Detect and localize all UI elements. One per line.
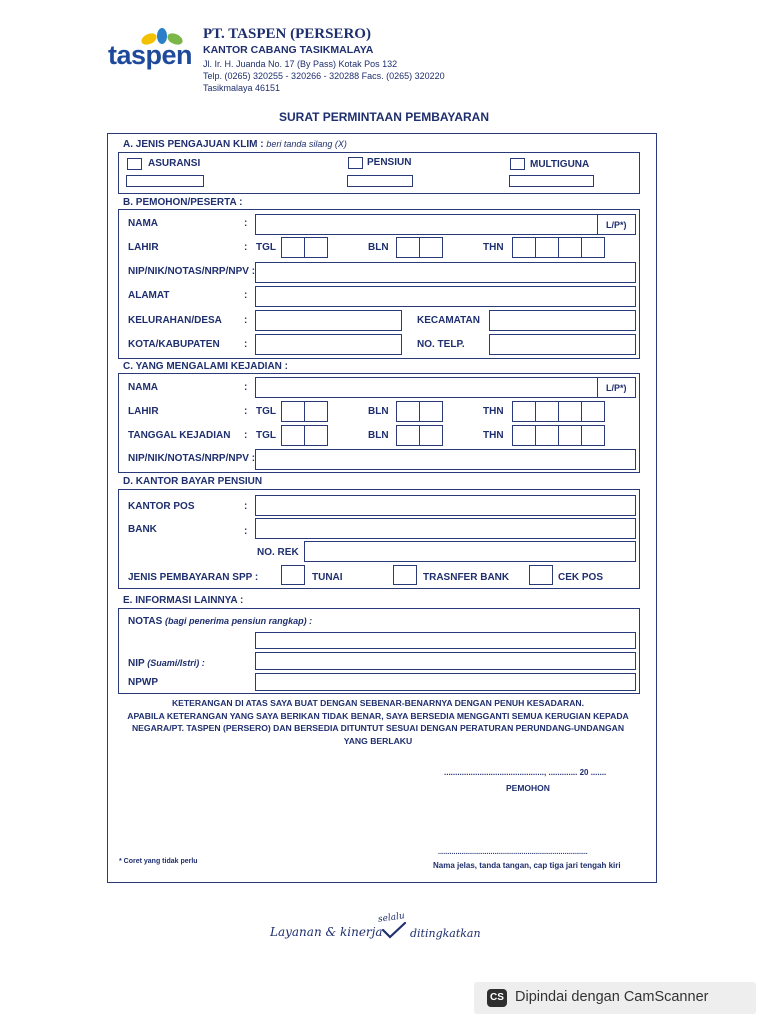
c-bln-label: BLN <box>368 406 389 417</box>
b-telp-input[interactable] <box>489 334 636 355</box>
c-kej-tgl-cell-1[interactable] <box>281 425 305 446</box>
c-nama-colon: : <box>244 382 248 393</box>
c-lp-label: L/P*) <box>606 383 627 393</box>
multiguna-label: MULTIGUNA <box>530 159 590 170</box>
camscanner-icon: CS <box>487 989 507 1007</box>
c-nama-label: NAMA <box>128 382 158 393</box>
pensiun-field[interactable] <box>347 175 413 187</box>
statement-line-2: APABILA KETERANGAN YANG SAYA BERIKAN TIDAK BENAR, SAYA BERSEDIA MENGGANTI SEMUA KERUGIAN KEPADA <box>127 710 629 721</box>
b-thn-cell-3[interactable] <box>558 237 582 258</box>
c-lahir-label: LAHIR <box>128 406 159 417</box>
d-tunai-checkbox[interactable] <box>281 565 305 585</box>
checkmark-icon <box>381 920 407 940</box>
d-bank-label: BANK <box>128 524 157 535</box>
b-thn-label: THN <box>483 242 504 253</box>
slogan-top: selalu <box>377 911 406 925</box>
section-c-title: C. YANG MENGALAMI KEJADIAN : <box>123 361 289 372</box>
c-kej-bln-cell-2[interactable] <box>419 425 443 446</box>
b-kelurahan-label: KELURAHAN/DESA <box>128 315 222 326</box>
c-lahir-colon: : <box>244 406 248 417</box>
d-cekpos-checkbox[interactable] <box>529 565 553 585</box>
signature-line: ............................................................................. <box>438 849 588 856</box>
section-a-title <box>123 139 347 150</box>
c-bln-cell-2[interactable] <box>419 401 443 422</box>
b-lahir-label: LAHIR <box>128 242 159 253</box>
b-nama-colon: : <box>244 218 248 229</box>
branch-name: KANTOR CABANG TASIKMALAYA <box>203 44 374 56</box>
e-npwp-input[interactable] <box>255 673 636 691</box>
statement-block <box>118 697 638 747</box>
e-notas-input[interactable] <box>255 632 636 649</box>
section-a-hint: beri tanda silang (X) <box>266 139 347 149</box>
statement-line-1: KETERANGAN DI ATAS SAYA BUAT DENGAN SEBENAR-BENARNYA DENGAN PENUH KESADARAN. <box>171 698 585 708</box>
c-kej-bln-cell-1[interactable] <box>396 425 420 446</box>
e-nip-text: NIP <box>128 658 145 669</box>
b-tgl-cell-2[interactable] <box>304 237 328 258</box>
c-thn-cell-4[interactable] <box>581 401 605 422</box>
d-transfer-label: TRASNFER BANK <box>423 572 510 583</box>
address-line-1: Jl. Ir. H. Juanda No. 17 (By Pass) Kotak Pos 132 <box>203 59 398 69</box>
b-kota-input[interactable] <box>255 334 402 355</box>
pensiun-checkbox[interactable] <box>348 157 363 169</box>
c-kej-tgl-label: TGL <box>256 430 276 441</box>
c-bln-cell-1[interactable] <box>396 401 420 422</box>
section-e-title: E. INFORMASI LAINNYA : <box>123 595 244 606</box>
c-nama-input[interactable] <box>255 377 636 398</box>
e-nip-label <box>128 658 205 669</box>
b-lp-label: L/P*) <box>606 220 627 230</box>
b-nama-label: NAMA <box>128 218 158 229</box>
d-no-rek-input[interactable] <box>304 541 636 562</box>
camscanner-badge <box>474 982 756 1014</box>
d-kantor-pos-input[interactable] <box>255 495 636 516</box>
d-kantor-pos-colon: : <box>244 501 248 512</box>
statement-line-4: YANG BERLAKU <box>343 735 413 746</box>
b-kecamatan-label: KECAMATAN <box>417 315 480 326</box>
taspen-logo-text: taspen <box>108 40 193 70</box>
b-nip-label: NIP/NIK/NOTAS/NRP/NPV : <box>128 266 256 277</box>
b-kecamatan-input[interactable] <box>489 310 636 331</box>
c-kej-thn-cell-4[interactable] <box>581 425 605 446</box>
signature-caption: Nama jelas, tanda tangan, cap tiga jari tengah kiri <box>433 861 621 870</box>
d-cekpos-label: CEK POS <box>558 572 604 583</box>
c-tgl-cell-2[interactable] <box>304 401 328 422</box>
e-nip-input[interactable] <box>255 652 636 670</box>
b-bln-cell-1[interactable] <box>396 237 420 258</box>
c-tgl-label: TGL <box>256 406 276 417</box>
slogan-right: ditingkatkan <box>410 927 481 940</box>
c-thn-cell-1[interactable] <box>512 401 536 422</box>
pemohon-label: PEMOHON <box>506 783 550 793</box>
footnote: * Coret yang tidak perlu <box>119 858 198 865</box>
b-alamat-label: ALAMAT <box>128 290 170 301</box>
section-b-title: B. PEMOHON/PESERTA : <box>123 197 243 208</box>
c-nip-label: NIP/NIK/NOTAS/NRP/NPV : <box>128 453 256 464</box>
b-kota-colon: : <box>244 339 248 350</box>
d-no-rek-label: NO. REK <box>257 547 299 558</box>
b-thn-cell-1[interactable] <box>512 237 536 258</box>
d-bank-input[interactable] <box>255 518 636 539</box>
b-alamat-colon: : <box>244 290 248 301</box>
c-kej-thn-label: THN <box>483 430 504 441</box>
b-telp-label: NO. TELP. <box>417 339 465 350</box>
multiguna-checkbox[interactable] <box>510 158 525 170</box>
b-bln-label: BLN <box>368 242 389 253</box>
b-kelurahan-input[interactable] <box>255 310 402 331</box>
d-jenis-label: JENIS PEMBAYARAN SPP : <box>128 572 259 583</box>
b-tgl-cell-1[interactable] <box>281 237 305 258</box>
asuransi-checkbox[interactable] <box>127 158 142 170</box>
b-alamat-input[interactable] <box>255 286 636 307</box>
c-kejadian-label: TANGGAL KEJADIAN <box>128 430 231 441</box>
c-thn-cell-2[interactable] <box>535 401 559 422</box>
camscanner-label: Dipindai dengan CamScanner <box>515 989 709 1005</box>
e-notas-label <box>128 616 312 627</box>
c-kej-tgl-cell-2[interactable] <box>304 425 328 446</box>
e-notas-hint: (bagi penerima pensiun rangkap) : <box>165 616 313 626</box>
slogan-left: Layanan & kinerja <box>270 925 383 939</box>
b-kota-label: KOTA/KABUPATEN <box>128 339 220 350</box>
e-notas-text: NOTAS <box>128 616 163 627</box>
c-kejadian-colon: : <box>244 430 248 441</box>
d-tunai-label: TUNAI <box>312 572 343 583</box>
b-thn-cell-4[interactable] <box>581 237 605 258</box>
b-lahir-colon: : <box>244 242 248 253</box>
e-npwp-label: NPWP <box>128 677 158 688</box>
d-kantor-pos-label: KANTOR POS <box>128 501 195 512</box>
e-nip-hint: (Suami/Istri) : <box>147 658 205 668</box>
b-nama-input[interactable] <box>255 214 636 235</box>
c-kej-thn-cell-3[interactable] <box>558 425 582 446</box>
address-line-2: Telp. (0265) 320255 - 320266 - 320288 Facs. (0265) 320220 <box>203 71 445 81</box>
b-tgl-label: TGL <box>256 242 276 253</box>
statement-line-3: NEGARA/PT. TASPEN (PERSERO) DAN BERSEDIA DITUNTUT SESUAI DENGAN PERATURAN PERUNDANG-UNDANGAN <box>131 723 625 734</box>
multiguna-field[interactable] <box>509 175 594 187</box>
asuransi-field[interactable] <box>126 175 204 187</box>
c-kej-bln-label: BLN <box>368 430 389 441</box>
date-line: ............................................., ............. 20 ....... <box>444 768 607 777</box>
d-bank-colon: : <box>244 526 248 537</box>
c-nip-input[interactable] <box>255 449 636 470</box>
d-transfer-checkbox[interactable] <box>393 565 417 585</box>
b-bln-cell-2[interactable] <box>419 237 443 258</box>
section-a-title-text: A. JENIS PENGAJUAN KLIM : <box>123 139 264 150</box>
b-nip-input[interactable] <box>255 262 636 283</box>
c-kej-thn-cell-2[interactable] <box>535 425 559 446</box>
pensiun-label: PENSIUN <box>367 157 412 168</box>
form-title: SURAT PERMINTAAN PEMBAYARAN <box>278 110 490 124</box>
b-thn-cell-2[interactable] <box>535 237 559 258</box>
address-line-3: Tasikmalaya 46151 <box>203 83 281 93</box>
company-name: PT. TASPEN (PERSERO) <box>203 26 371 42</box>
c-thn-cell-3[interactable] <box>558 401 582 422</box>
section-d-title: D. KANTOR BAYAR PENSIUN <box>123 476 263 487</box>
c-tgl-cell-1[interactable] <box>281 401 305 422</box>
b-kelurahan-colon: : <box>244 315 248 326</box>
c-thn-label: THN <box>483 406 504 417</box>
asuransi-label: ASURANSI <box>148 158 201 169</box>
c-kej-thn-cell-1[interactable] <box>512 425 536 446</box>
